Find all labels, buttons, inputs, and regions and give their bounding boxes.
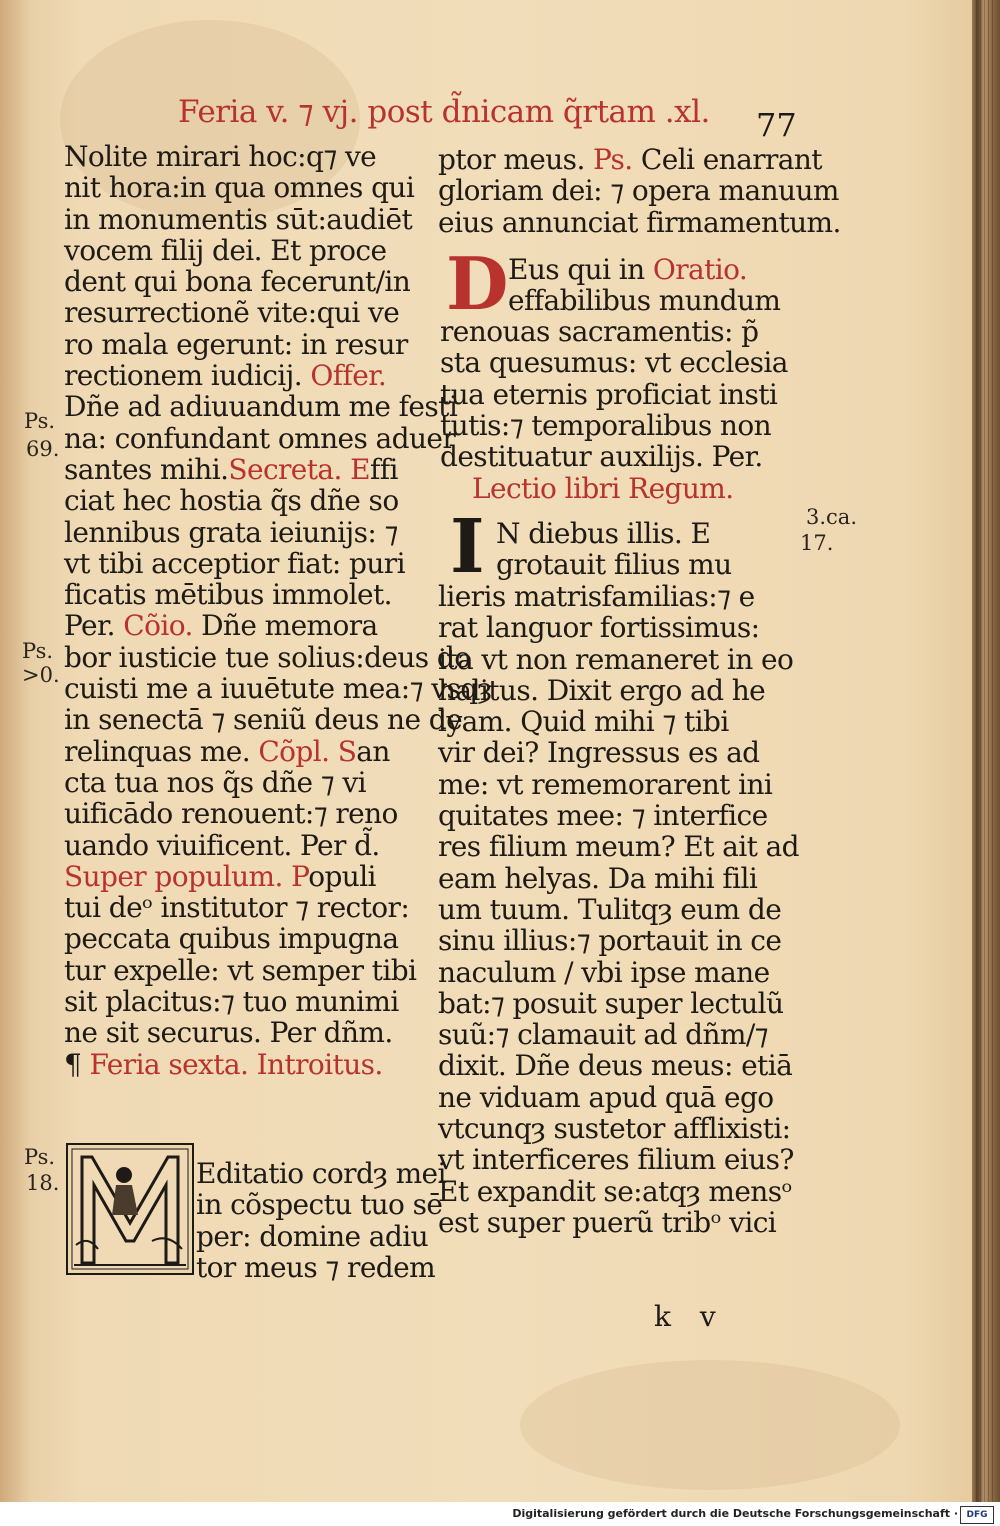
text-line: tutis:⁊ temporalibus non <box>440 408 772 442</box>
text-line: lennibus grata ieiunijs: ⁊ <box>64 515 398 549</box>
rubric-oratio: Oratio. <box>652 253 748 286</box>
text-line: grotauit filius mu <box>496 548 732 582</box>
text-line: naculum / vbi ipse mane <box>438 955 770 989</box>
text-line: in senectā ⁊ seniũ deus ne de <box>64 703 463 737</box>
paper-stain <box>520 1360 900 1490</box>
text-line: na: confundant omnes aduer <box>64 421 456 455</box>
text-line: peccata quibus impugna <box>64 922 399 956</box>
text-line: nit hora:in qua omnes qui <box>64 171 415 205</box>
text-line: ne viduam apud quā ego <box>438 1080 774 1114</box>
text-line: santes mihi.Secreta. Effi <box>64 452 398 486</box>
woodcut-initial <box>66 1143 194 1275</box>
text-line: Super populum. Populi <box>64 859 376 893</box>
text-line: Et expandit se:atqȝ mensᵒ <box>438 1174 792 1208</box>
margin-number-17: 17. <box>800 531 834 555</box>
lectio-title: Lectio libri Regum. <box>472 472 734 505</box>
text-line: eam helyas. Da mihi fili <box>438 861 758 895</box>
text-line: tur expelle: vt semper tibi <box>64 953 417 987</box>
introitus-text <box>196 1157 446 1284</box>
text-line: lyam. Quid mihi ⁊ tibi <box>438 705 729 739</box>
lectio-body <box>438 581 808 1238</box>
text-line: halitus. Dixit ergo ad he <box>438 673 766 707</box>
rubric-offer: Offer. <box>310 359 387 393</box>
oratio-body <box>440 316 810 472</box>
text-line: gloriam dei: ⁊ opera manuum <box>438 174 839 208</box>
text-line: in monumentis sūt:audiēt <box>64 202 413 236</box>
page-edge-stripes <box>976 0 996 1502</box>
margin-ps-18: Ps. <box>24 1145 56 1169</box>
text-line: sit placitus:⁊ tuo munimi <box>64 985 399 1019</box>
dfg-logo: DFG <box>960 1506 994 1524</box>
text-line: Dñe ad adiuuandum me festi <box>64 390 458 424</box>
text-line: me: vt rememorarent ini <box>438 767 773 801</box>
text-line: ptor meus. Ps. Celi enarrant <box>438 143 822 176</box>
text-line: ficatis mētibus immolet. <box>64 578 392 612</box>
text-line: ro mala egerunt: in resur <box>64 327 408 361</box>
text-line: ne sit securus. Per dñm. <box>64 1016 393 1050</box>
text-line: rat languor fortissimus: <box>438 611 760 645</box>
text-line: vt interficeres filium eius? <box>438 1143 794 1177</box>
text-line: dixit. Dñe deus meus: etiā <box>438 1049 793 1083</box>
text-line: per: domine adiu <box>196 1219 429 1253</box>
rubric-super-populum: Super populum. P <box>64 859 309 893</box>
text-line: quitates mee: ⁊ interfice <box>438 799 768 833</box>
text-line: renouas sacramentis: p̃ <box>440 315 759 348</box>
text-line: relinquas me. Cõpl. San <box>64 734 390 768</box>
signature-mark: k v <box>654 1300 726 1333</box>
text-line: destituatur auxilijs. Per. <box>440 440 763 474</box>
text-line: sta quesumus: vt ecclesia <box>440 346 788 380</box>
text-line: est super puerũ tribᵒ vici <box>438 1205 777 1239</box>
text-line: bor iusticie tue solius:deus do <box>64 640 471 674</box>
text-line: vtcunqȝ sustetor afflixisti: <box>438 1112 791 1146</box>
folio-number: 77 <box>756 106 797 144</box>
right-column <box>438 143 841 239</box>
oratio-head <box>508 254 808 317</box>
text-line: ¶ Feria sexta. Introitus. <box>64 1047 383 1081</box>
initial-i: I <box>450 504 485 590</box>
lectio-head <box>496 518 806 581</box>
text-line: uando viuificent. Per d̃. <box>64 828 380 862</box>
footer-bar <box>0 1502 1000 1526</box>
text-line: sinu illius:⁊ portauit in ce <box>438 924 782 958</box>
text-line: eius annunciat firmamentum. <box>438 205 841 239</box>
rubric-feria-sexta: Feria sexta. Introitus. <box>89 1047 383 1081</box>
text-line: vir dei? Ingressus es ad <box>438 736 760 770</box>
text-line: Editatio cordȝ mei <box>196 1157 446 1190</box>
rubric-secreta: Secreta. E <box>228 452 370 486</box>
text-line: cta tua nos q̃s dñe ⁊ vi <box>64 765 366 799</box>
text-line: Nolite mirari hoc:q⁊ ve <box>64 140 377 173</box>
text-line: cuisti me a iuuētute mea:⁊ vsqȝ <box>64 672 492 706</box>
margin-number-70: >0. <box>22 663 60 687</box>
left-column <box>64 140 492 1081</box>
text-line: tui deᵒ institutor ⁊ rector: <box>64 891 410 925</box>
text-line: suũ:⁊ clamauit ad dñm/⁊ <box>438 1018 768 1052</box>
text-line: Per. Cõio. Dñe memora <box>64 609 378 643</box>
text-line: res filium meum? Et ait ad <box>438 830 799 864</box>
text-line: tor meus ⁊ redem <box>196 1250 436 1284</box>
margin-number-69: 69. <box>26 437 60 461</box>
rubric-communio: Cõio. <box>123 609 193 643</box>
text-line: ita vt non remaneret in eo <box>438 642 794 676</box>
text-line: rectionem iudicij. Offer. <box>64 359 387 393</box>
text-line: bat:⁊ posuit super lectulũ <box>438 986 784 1020</box>
rubric-ps: Ps. <box>593 143 633 176</box>
text-line: Eus qui in Oratio. <box>508 253 748 286</box>
text-line: effabilibus mundum <box>508 284 781 318</box>
footer-credit: Digitalisierung gefördert durch die Deutsche Forschungsgemeinschaft · <box>512 1507 958 1520</box>
text-line: N diebus illis. E <box>496 517 711 550</box>
running-header: Feria v. ⁊ vj. post d̃nicam q̃rtam .xl. <box>178 94 710 130</box>
text-line: ciat hec hostia q̃s dñe so <box>64 484 399 518</box>
margin-ps-69: Ps. <box>24 409 56 433</box>
woodcut-figure-icon <box>68 1145 192 1273</box>
rubric-complenda: Cõpl. S <box>258 734 357 768</box>
text-line: uificādo renouent:⁊ reno <box>64 797 398 831</box>
margin-chapter-ref: 3.ca. <box>806 505 857 529</box>
text-line: vt tibi acceptior fiat: puri <box>64 546 405 580</box>
text-line: resurrectionẽ vite:qui ve <box>64 296 400 330</box>
text-line: in cõspectu tuo sē <box>196 1188 443 1222</box>
text-line: vocem filij dei. Et proce <box>64 233 387 267</box>
margin-ps-70: Ps. <box>22 639 54 663</box>
margin-number-18: 18. <box>26 1171 60 1195</box>
text-line: lieris matrisfamilias:⁊ e <box>438 580 755 613</box>
text-line: dent qui bona fecerunt/in <box>64 265 411 299</box>
text-line: tua eternis proficiat insti <box>440 377 778 411</box>
text-line: um tuum. Tulitqȝ eum de <box>438 892 782 926</box>
initial-d: D <box>446 241 509 326</box>
